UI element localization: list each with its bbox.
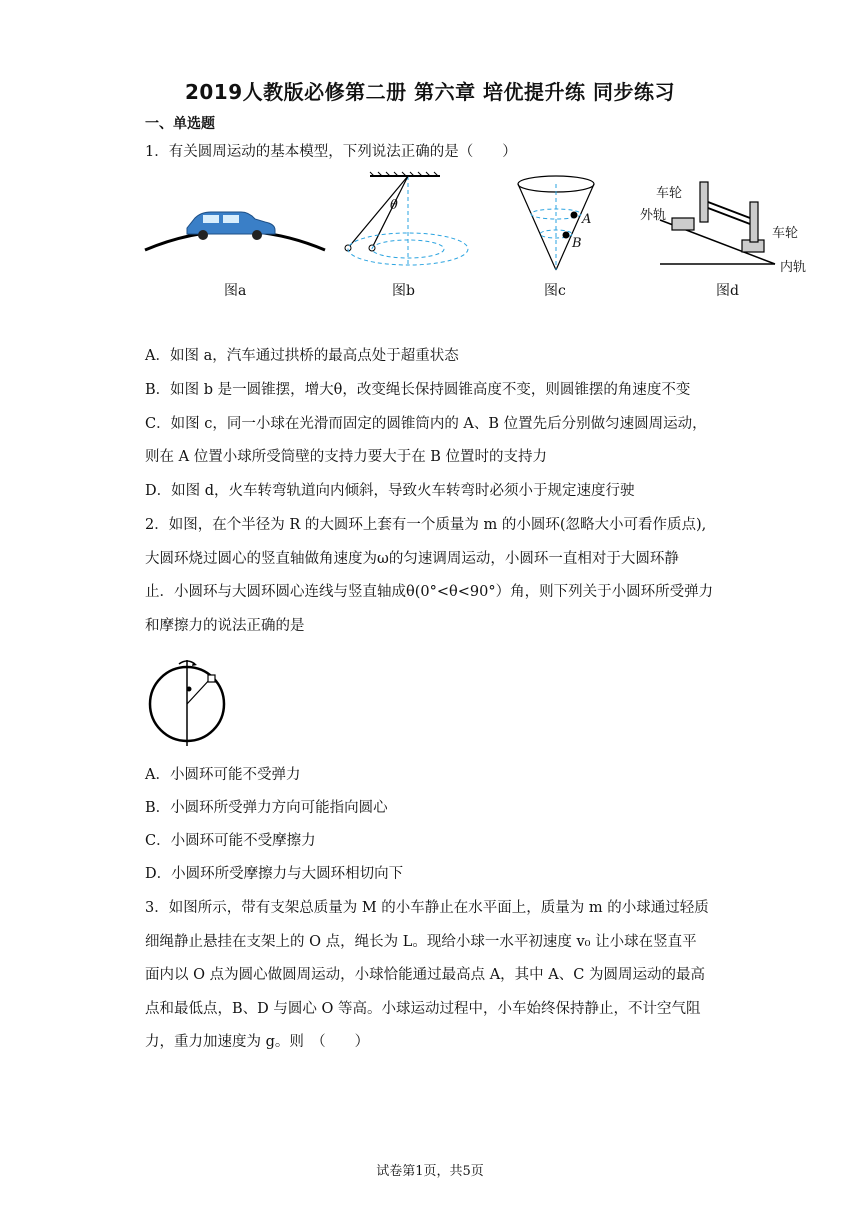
- figure-c-label-a: A: [582, 212, 592, 227]
- figure-d-wheel-left-label: 车轮: [656, 186, 683, 201]
- figure-b-theta-label: θ: [390, 198, 398, 213]
- q3-line5: 力，重力加速度为 g。则 （ ）: [145, 1034, 370, 1050]
- q1-option-d: D．如图 d，火车转弯轨道向内倾斜，导致火车转弯时必须小于规定速度行驶: [145, 483, 635, 499]
- q3-line3: 面内以 O 点为圆心做圆周运动，小球恰能通过最高点 A，其中 A、C 为圆周运动的最高: [145, 967, 705, 983]
- q2-stem-line4: 和摩擦力的说法正确的是: [145, 618, 305, 634]
- figure-b-caption: 图b: [392, 283, 415, 299]
- figure-d-outer-rail-label: 外轨: [640, 208, 667, 223]
- q1-option-b: B．如图 b 是一圆锥摆，增大θ，改变绳长保持圆锥高度不变，则圆锥摆的角速度不变: [145, 382, 691, 398]
- q2-stem-line1: 2．如图，在个半径为 R 的大圆环上套有一个质量为 m 的小圆环(忽略大小可看作质点),: [145, 517, 707, 533]
- q2-figure-ring-on-hoop: [145, 656, 235, 748]
- figure-d-caption: 图d: [716, 283, 739, 299]
- q1-option-c-line1: C．如图 c，同一小球在光滑而固定的圆锥筒内的 A、B 位置先后分别做匀速圆周运动，: [145, 416, 707, 432]
- q2-stem-line3: 止．小圆环与大圆环圆心连线与竖直轴成θ(0°<θ<90°）角，则下列关于小圆环所受弹力: [145, 584, 714, 600]
- car-icon: [187, 212, 275, 240]
- figure-a-caption: 图a: [224, 283, 247, 299]
- figure-a-car-on-bridge: [145, 192, 325, 262]
- page-footer: 试卷第1页，共5页: [376, 1164, 484, 1179]
- figure-d-wheel-right-label: 车轮: [772, 226, 799, 241]
- page-title: 2019人教版必修第二册 第六章 培优提升练 同步练习: [184, 80, 676, 104]
- q2-option-a: A．小圆环可能不受弹力: [145, 767, 301, 783]
- figure-b-conical-pendulum: [340, 172, 470, 272]
- q2-option-b: B．小圆环所受弹力方向可能指向圆心: [145, 800, 388, 816]
- figure-c-label-b: B: [572, 236, 582, 251]
- figure-c-caption: 图c: [544, 283, 566, 299]
- section-heading: 一、单选题: [145, 116, 215, 132]
- q3-line4: 点和最低点，B、D 与圆心 O 等高。小球运动过程中，小车始终保持静止，不计空气阻: [145, 1001, 701, 1017]
- q1-option-c-line2: 则在 A 位置小球所受筒壁的支持力要大于在 B 位置时的支持力: [145, 449, 548, 465]
- figure-d-inner-rail-label: 内轨: [780, 260, 807, 275]
- q1-option-a: A．如图 a，汽车通过拱桥的最高点处于超重状态: [145, 348, 459, 364]
- q2-stem-line2: 大圆环烧过圆心的竖直轴做角速度为ω的匀速调周运动，小圆环一直相对于大圆环静: [145, 551, 679, 567]
- q2-option-d: D．小圆环所受摩擦力与大圆环相切向下: [145, 866, 404, 882]
- q1-stem: 1．有关圆周运动的基本模型，下列说法正确的是（ ）: [145, 144, 517, 160]
- q2-option-c: C．小圆环可能不受摩擦力: [145, 833, 316, 849]
- q3-line2: 细绳静止悬挂在支架上的 O 点，绳长为 L。现给小球一水平初速度 v₀ 让小球在竖直平: [145, 934, 697, 950]
- q3-line1: 3．如图所示，带有支架总质量为 M 的小车静止在水平面上，质量为 m 的小球通过轻质: [145, 900, 709, 916]
